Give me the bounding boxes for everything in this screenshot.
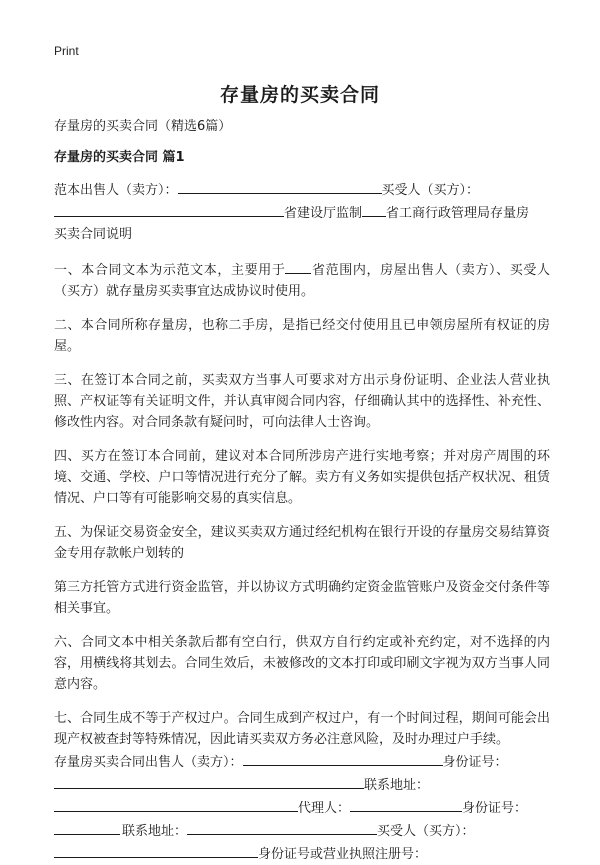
form-agent-blank [350,796,462,812]
form-line-2 [54,773,550,796]
form-address-label-2: 联系地址： [122,824,188,839]
form-seller-label: 存量房买卖合同出售人（卖方）： [54,755,243,770]
party-form [54,750,550,865]
form-address-label: 联系地址： [364,778,430,793]
buyer-blank [54,201,284,217]
form-line-3 [54,796,550,819]
explanation-label: 买卖合同说明 [54,227,133,242]
form-id-label-2: 身份证号： [462,801,528,816]
bureau-label: 省工商行政管理局存量房 [386,206,530,221]
clause-4: 四、买方在签订本合同前，建议对本合同所涉房产进行实地考察；并对房产周围的环境、交通、学校、户口等情况进行充分了解。卖方有义务如实提供包括产权状况、租赁情况、户口等有可能影响交易的真实信息。 [54,449,550,506]
buyer-label: 买受人（买方）： [381,183,480,198]
document-body [54,116,550,865]
province-blank [362,201,386,217]
form-agent-label: 代理人： [298,801,351,816]
seller-label: 范本出售人（卖方）： [54,183,178,198]
document-subtitle: 存量房的买卖合同（精选6篇） [54,119,232,134]
clause-3: 三、在签订本合同之前，买卖双方当事人可要求对方出示身份证明、企业法人营业执照、产权证等有关证明文件，并认真审阅合同内容，仔细确认其中的选择性、补充性、修改性内容。对合同条款有疑问时，可向法律人士咨询。 [54,373,550,430]
form-id-blank-2 [54,819,120,835]
clause-5: 五、为保证交易资金安全，建议买卖双方通过经纪机构在银行开设的存量房交易结算资金专用存款帐户划转的 [54,525,550,561]
clause-1 [54,258,550,302]
form-line-1 [54,750,550,773]
clause-1-text-b: 省范围内，房屋出售人（卖方）、买受人（买方）就存量房买卖事宜达成协议时使用。 [54,263,550,299]
form-line-5 [54,842,550,865]
clause-1-text-a: 一、本合同文本为示范文本，主要用于 [54,263,286,278]
form-address-blank [54,796,298,812]
form-line-4 [54,819,550,842]
print-link[interactable]: Print [54,44,79,58]
contract-header [54,178,550,245]
form-buyer-blank [54,842,258,858]
section-heading: 存量房的买卖合同 篇1 [54,150,185,165]
clause-5-continued: 第三方托管方式进行资金监管，并以协议方式明确约定资金监管账户及资金交付条件等相关事宜。 [54,580,550,616]
form-address-blank-2 [187,819,377,835]
form-id-label: 身份证号： [442,755,508,770]
clause-7: 七、合同生成不等于产权过户。合同生成到产权过户，有一个时间过程，期间可能会出现产权被查封等特殊情况，因此请买卖双方务必注意风险，及时办理过户手续。 [54,711,550,747]
form-buyer-label: 买受人（买方）： [377,824,475,839]
form-id-blank [54,773,364,789]
document-title: 存量房的买卖合同 [219,84,380,106]
form-id-license-label: 身份证号或营业执照注册号： [258,847,428,862]
supervisor-label: 省建设厅监制 [284,206,363,221]
form-seller-blank [243,750,443,766]
seller-blank [178,178,382,194]
clause-6: 六、合同文本中相关条款后都有空白行，供双方自行约定或补充约定，对不选择的内容，用横线将其划去。合同生效后，未被修改的文本打印或印刷文字视为双方当事人同意内容。 [54,635,550,692]
province-scope-blank [285,258,311,274]
clause-2: 二、本合同所称存量房，也称二手房，是指已经交付使用且已申领房屋所有权证的房屋。 [54,318,550,354]
